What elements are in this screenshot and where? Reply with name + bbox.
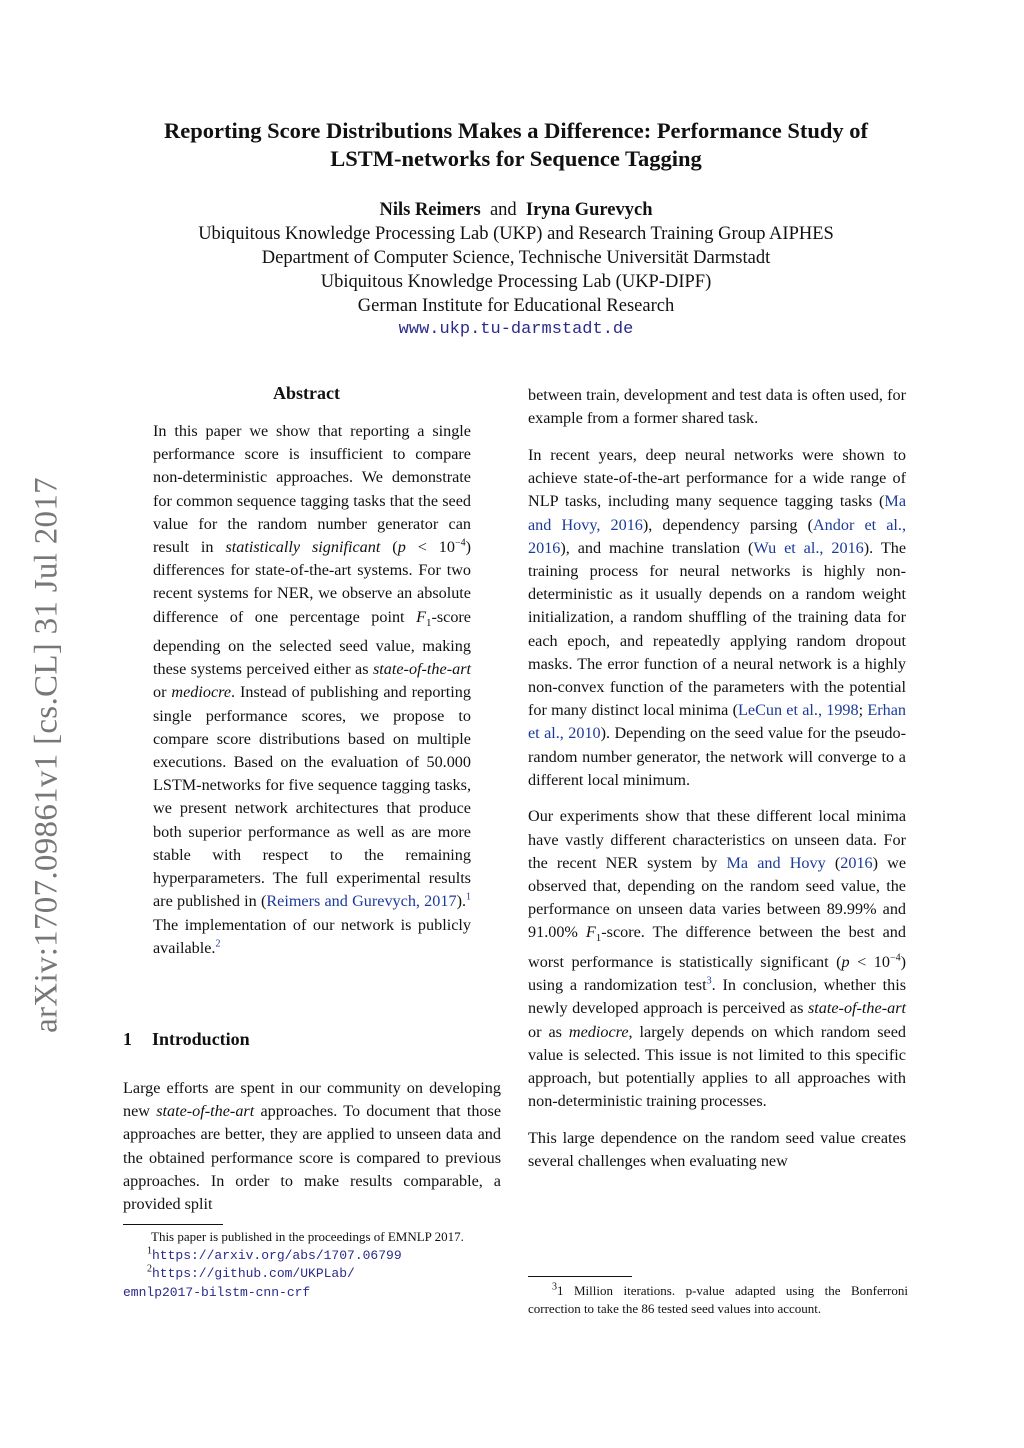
footnote-1: $^1$https://arxiv.org/abs/1707.06799	[147, 1245, 402, 1263]
footnote-rule	[528, 1276, 632, 1277]
author-2: Iryna Gurevych	[525, 200, 653, 220]
body-paragraph: between train, development and test data is often used, for example from a former shared task.	[528, 386, 906, 428]
intro-body	[123, 1077, 501, 1216]
footnote-url-link[interactable]: https://github.com/UKPLab/	[152, 1266, 355, 1281]
title-line-2: LSTM-networks for Sequence Tagging	[330, 146, 702, 171]
abstract-body	[153, 420, 471, 960]
author-1: Nils Reimers	[379, 200, 481, 220]
section-number: 1	[123, 1029, 132, 1049]
footnote-url-link[interactable]: emnlp2017-bilstm-cnn-crf	[123, 1284, 311, 1300]
title-line-1: Reporting Score Distributions Makes a Difference: Performance Study of	[163, 118, 869, 143]
footnote-2: $^2$https://github.com/UKPLab/	[147, 1263, 355, 1281]
abstract-paragraph: In this paper we show that reporting a single performance score is insufficient to compare non-deterministic approaches. We demonstrate for common sequence tagging tasks that the seed value for the random number generator can result in statistically significant $(p < 10^{-4})$ differences for state-of-the-art systems. For two recent systems for NER, we observe an absolute difference of one percentage point $F_1$-score depending on the selected seed value, making these systems perceived either as state-of-the-art or mediocre. Instead of publishing and reporting single performance scores, we propose to compare score distributions based on multiple executions. Based on the evaluation of 50.000 LSTM-networks for five sequence tagging tasks, we present network architectures that produce both superior performance as well as are more stable with respect to the remaining hyperparameters. The full experimental results are published in (Reimers and Gurevych, 2017).$^1$ The implementation of our network is publicly available.$^2$	[153, 422, 471, 957]
abstract-heading: Abstract	[273, 383, 340, 403]
author-and: and	[489, 200, 517, 220]
footnote-3: $^3$1 Million iterations. p-value adapted using the Bonferroni correction to take the 86 tested seed values into account.	[528, 1281, 908, 1316]
authors	[100, 198, 932, 222]
affiliations	[100, 222, 932, 342]
citation-link[interactable]: LeCun et al., 1998	[738, 701, 859, 720]
footnote-ref[interactable]: 3	[706, 975, 712, 987]
affiliation-line: German Institute for Educational Research	[357, 296, 675, 316]
intro-paragraph: Large efforts are spent in our community on developing new state-of-the-art approaches. To document that those approaches are better, they are applied to unseen data and the obtained performance score is compared to previous approaches. In order to make results comparable, a provided split	[123, 1079, 502, 1214]
section-heading	[123, 1029, 250, 1050]
citation-link[interactable]: Wu et al., 2016	[753, 538, 864, 557]
footnote-ref[interactable]: 1	[466, 891, 471, 903]
footnote-ref[interactable]: 2	[215, 938, 221, 950]
paper-title	[100, 117, 932, 173]
footnote-url-link[interactable]: https://arxiv.org/abs/1707.06799	[152, 1247, 402, 1263]
footnote-rule	[123, 1224, 223, 1225]
arxiv-stamp: arXiv:1707.09861v1 [cs.CL] 31 Jul 2017	[28, 477, 65, 1033]
section-title: Introduction	[152, 1029, 250, 1049]
citation-link[interactable]: 2016	[840, 853, 873, 872]
affiliation-line: Ubiquitous Knowledge Processing Lab (UKP) and Research Training Group AIPHES	[198, 224, 834, 244]
citation-link[interactable]: Ma and Hovy, 2016	[528, 492, 906, 534]
citation-link[interactable]: Ma and Hovy	[726, 853, 826, 872]
website-link[interactable]: www.ukp.tu-darmstadt.de	[398, 320, 634, 339]
citation-link[interactable]: Andor et al., 2016	[528, 515, 906, 557]
right-column	[528, 384, 906, 1187]
affiliation-line: Ubiquitous Knowledge Processing Lab (UKP-DIPF)	[320, 272, 712, 292]
body-paragraph: This large dependence on the random seed value creates several challenges when evaluating new	[528, 1128, 906, 1171]
citation-link[interactable]: Reimers and Gurevych, 2017	[266, 892, 457, 911]
body-paragraph: Our experiments show that these different local minima have vastly different characteristics on unseen data. For the recent NER system by Ma and Hovy (2016) we observed that, depending on the random seed value, the performance on unseen data varies between 89.99% and 91.00% $F_1$-score. The difference between the best and worst performance is statistically significant $(p < 10^{-4})$ using a randomization test$^3$. In conclusion, whether this newly developed approach is perceived as state-of-the-art or as mediocre, largely depends on which random seed value is selected. This issue is not limited to this specific approach, but potentially applies to all approaches with non-deterministic training processes.	[528, 807, 907, 1111]
footnotes-left	[123, 1228, 503, 1301]
footnote-note: This paper is published in the proceedings of EMNLP 2017.	[151, 1229, 464, 1244]
affiliation-line: Department of Computer Science, Technische Universität Darmstadt	[261, 248, 771, 268]
body-paragraph: In recent years, deep neural networks were shown to achieve state-of-the-art performance for a wide range of NLP tasks, including many sequence tagging tasks (Ma and Hovy, 2016), dependency parsing (Andor et al., 2016), and machine translation (Wu et al., 2016). The training process for neural networks is highly non-deterministic as it usually depends on a random weight initialization, a random shuffling of the training data for each epoch, and repeatedly applying random dropout masks. The error function of a neural network is a highly non-convex function of the parameters with the potential for many distinct local minima (LeCun et al., 1998; Erhan et al., 2010). Depending on the seed value for the pseudo-random number generator, the network will converge to a different local minimum.	[528, 445, 907, 789]
citation-link[interactable]: Erhan et al., 2010	[528, 701, 907, 743]
